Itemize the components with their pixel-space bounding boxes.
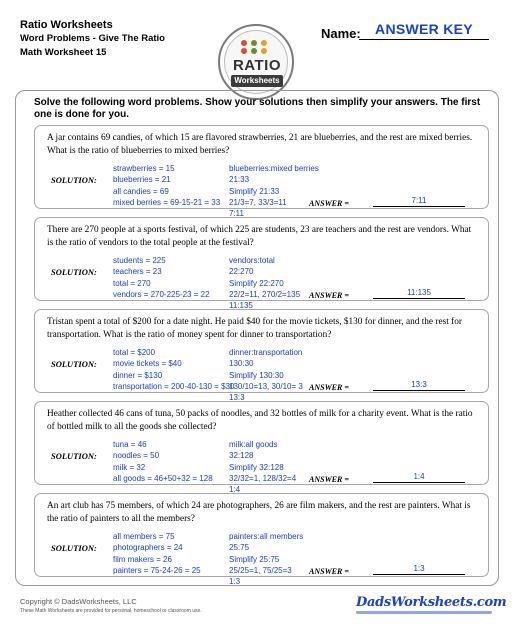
worksheet-header bbox=[20, 18, 165, 60]
solution-steps bbox=[229, 163, 319, 219]
copyright-text: Copyright © DadsWorksheets, LLC bbox=[20, 597, 137, 606]
solution-line: all goods = 46+50+32 = 128 bbox=[113, 473, 213, 483]
usage-note: These Math Worksheets are provided for personal, homeschool or classroom use. bbox=[20, 608, 202, 614]
solution-line: vendors:total bbox=[229, 256, 275, 265]
solution-line: blueberries = 21 bbox=[113, 175, 171, 185]
name-underline bbox=[359, 39, 489, 40]
solution-line: transportation = 200-40-130 = $30 bbox=[113, 381, 235, 391]
answer-underline bbox=[373, 482, 465, 483]
ratio-worksheets-logo bbox=[218, 24, 294, 100]
answer-value: 7:11 bbox=[411, 196, 427, 205]
logo-subtitle: Worksheets bbox=[231, 75, 283, 87]
solution-line: blueberries:mixed berries bbox=[229, 164, 319, 173]
problem-question: An art club has 75 members, of which 24 are photographers, 26 are film makers, and the rest are painters. What is the ratio of painters to all the members? bbox=[47, 501, 471, 524]
solution-label: SOLUTION: bbox=[51, 175, 97, 185]
answer-underline bbox=[373, 298, 465, 299]
logo-word: RATIO bbox=[232, 57, 282, 74]
logo-badge bbox=[224, 30, 288, 94]
solution-label: SOLUTION: bbox=[51, 359, 97, 369]
solution-line: Simplify 32:128 bbox=[229, 462, 284, 472]
solution-line: painters:all members bbox=[229, 532, 304, 541]
answer-label: ANSWER = bbox=[309, 475, 349, 484]
solution-line: 1:4 bbox=[229, 485, 241, 495]
solution-givens bbox=[113, 531, 201, 576]
problem-card bbox=[34, 217, 489, 311]
solution-line: all members = 75 bbox=[113, 532, 175, 541]
solution-line: 32:128 bbox=[229, 451, 254, 461]
solution-steps bbox=[229, 531, 303, 587]
logo-dot bbox=[261, 48, 267, 54]
logo-dot bbox=[241, 48, 247, 54]
solution-line: Simplify 130:30 bbox=[229, 370, 284, 380]
solution-line: dinner = $130 bbox=[113, 370, 163, 380]
solution-givens bbox=[113, 347, 234, 392]
solution-line: 21:33 bbox=[229, 175, 250, 185]
answer-underline bbox=[373, 390, 465, 391]
solution-line: 1:3 bbox=[229, 577, 241, 587]
answer-value: 11:135 bbox=[407, 288, 431, 297]
solution-steps bbox=[229, 347, 303, 403]
solution-line: noodles = 50 bbox=[113, 451, 160, 461]
answer-label: ANSWER = bbox=[309, 567, 349, 576]
brand-swoosh bbox=[356, 611, 492, 614]
problem-question: Tristan spent a total of $200 for a date night. He paid $40 for the movie tickets, $130 for dinner, and the rest for transportation. What is the ratio of money spent for dinner to transportation? bbox=[47, 317, 462, 340]
solution-line: vendors = 270-225-23 = 22 bbox=[113, 289, 210, 299]
answer-underline bbox=[373, 574, 465, 575]
solution-line: film makers = 26 bbox=[113, 554, 172, 564]
solution-line: dinner:transportation bbox=[229, 348, 303, 357]
instructions: Solve the following word problems. Show your solutions then simplify your answers. The first one is done for you. bbox=[34, 97, 481, 120]
solution-line: milk:all goods bbox=[229, 440, 278, 449]
worksheet-subtitle: Word Problems - Give The Ratio bbox=[20, 33, 165, 44]
logo-dot bbox=[251, 40, 257, 46]
solution-label: SOLUTION: bbox=[51, 451, 97, 461]
solution-line: all candies = 69 bbox=[113, 186, 169, 196]
solution-line: strawberries = 15 bbox=[113, 164, 175, 173]
problem-question: Heather collected 46 cans of tuna, 50 packs of noodles, and 32 bottles of milk for a charity event. What is the ratio of bottled milk to all the goods she collected? bbox=[47, 409, 473, 432]
worksheet-number: Math Worksheet 15 bbox=[20, 47, 107, 58]
problem-card bbox=[34, 309, 489, 403]
answer-underline bbox=[373, 206, 465, 207]
footer bbox=[20, 597, 202, 615]
problem-card bbox=[34, 401, 489, 495]
solution-line: photographers = 24 bbox=[113, 543, 183, 553]
solution-line: total = $200 bbox=[113, 348, 156, 357]
solution-line: 130:30 bbox=[229, 359, 254, 369]
solution-line: tuna = 46 bbox=[113, 440, 147, 449]
logo-dot bbox=[241, 40, 247, 46]
solution-line: 22/2=11, 270/2=135 bbox=[229, 289, 301, 299]
solution-line: 13:3 bbox=[229, 393, 245, 403]
solution-line: 130/10=13, 30/10= 3 bbox=[229, 381, 303, 391]
solution-line: Simplify 25:75 bbox=[229, 554, 280, 564]
answer-value: 1:3 bbox=[413, 564, 425, 573]
worksheet-title: Ratio Worksheets bbox=[20, 19, 113, 31]
solution-label: SOLUTION: bbox=[51, 267, 97, 277]
solution-steps bbox=[229, 439, 296, 495]
problem-card bbox=[34, 493, 489, 587]
solution-line: 22:270 bbox=[229, 267, 254, 277]
problem-question: There are 270 people at a sports festival, of which 225 are students, 23 are teachers and the rest are vendors. What is the ratio of vendors to the total people at the festival? bbox=[47, 225, 472, 248]
answer-value: 13:3 bbox=[411, 380, 427, 389]
answer-value: 1:4 bbox=[413, 472, 425, 481]
solution-givens bbox=[113, 439, 213, 484]
solution-line: painters = 75-24-26 = 25 bbox=[113, 565, 201, 575]
solution-steps bbox=[229, 255, 300, 311]
solution-label: SOLUTION: bbox=[51, 543, 97, 553]
solution-line: total = 270 bbox=[113, 278, 151, 288]
logo-dot bbox=[261, 40, 267, 46]
solution-line: 32/32=1, 128/32=4 bbox=[229, 473, 297, 483]
solution-line: 7:11 bbox=[229, 209, 244, 219]
logo-dots-icon bbox=[241, 40, 275, 56]
logo-dot bbox=[251, 48, 257, 54]
solution-line: students = 225 bbox=[113, 256, 166, 265]
name-label: Name: bbox=[321, 26, 361, 41]
solution-line: 11:135 bbox=[229, 301, 253, 311]
solution-line: teachers = 23 bbox=[113, 267, 162, 277]
answer-label: ANSWER = bbox=[309, 383, 349, 392]
problem-card bbox=[34, 125, 489, 219]
answer-label: ANSWER = bbox=[309, 199, 349, 208]
solution-line: 21/3=7, 33/3=11 bbox=[229, 197, 287, 207]
name-field-value: ANSWER KEY bbox=[375, 21, 473, 37]
solution-line: milk = 32 bbox=[113, 462, 146, 472]
problem-question: A jar contains 69 candies, of which 15 are flavored strawberries, 21 are blueberries, and the rest are mixed berries. What is the ratio of blueberries to mixed berries? bbox=[47, 133, 473, 156]
solution-line: Simplify 21:33 bbox=[229, 186, 280, 196]
solution-line: 25:75 bbox=[229, 543, 250, 553]
solution-line: 25/25=1, 75/25=3 bbox=[229, 565, 292, 575]
solution-line: movie tickets = $40 bbox=[113, 359, 182, 369]
answer-label: ANSWER = bbox=[309, 291, 349, 300]
dadsworksheets-logo: DadsWorksheets.com bbox=[356, 595, 507, 610]
solution-line: mixed berries = 69-15-21 = 33 bbox=[113, 197, 221, 207]
solution-givens bbox=[113, 163, 220, 208]
solution-givens bbox=[113, 255, 210, 300]
solution-line: Simplify 22:270 bbox=[229, 278, 284, 288]
